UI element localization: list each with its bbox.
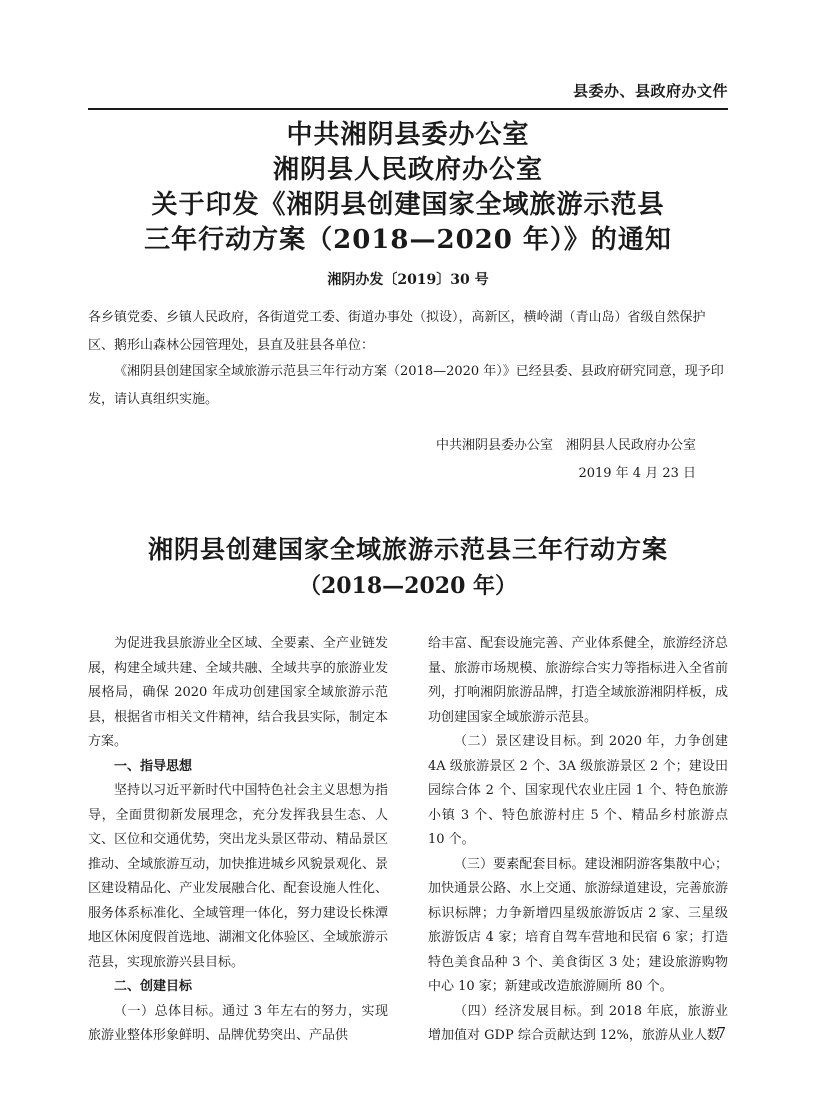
- goal-paragraph: （四）经济发展目标。到 2018 年底，旅游业增加值对 GDP 综合贡献达到 12%，旅游从业人数: [428, 1003, 728, 1043]
- intro-paragraph: 为促进我县旅游业全区域、全要素、全产业链发展，构建全域共建、全域共融、全域共享的旅游业发展格局，确保 2020 年成功创建国家全域旅游示范县，根据省市相关文件精神，结合我县实际，制定本方案。: [88, 636, 388, 749]
- notice-title-line: 中共湘阴县委办公室: [286, 120, 530, 150]
- document-category-label: 县委办、县政府办文件: [572, 82, 728, 100]
- goal-paragraph: （三）要素配套目标。建设湘阴游客集散中心；加快通景公路、水上交通、旅游绿道建设，完善旅游标识标牌；力争新增四星级旅游饭店 2 家、三星级旅游饭店 4 家；培育自驾车营地和民宿 6 家；打造特色美食品种 3 个、美食街区 3 处；建设旅游购物中心 10 家；新建或改造旅游厕所 80 个。: [428, 856, 728, 994]
- plan-title-main: 湘阴县创建国家全域旅游示范县三年行动方案: [147, 535, 668, 564]
- goal-paragraph: （一）总体目标。通过 3 年左右的努力，实现旅游业整体形象鲜明、品牌优势突出、产品供: [88, 1003, 388, 1043]
- plan-title-years: （2018—2020 年）: [298, 573, 518, 599]
- document-number: 湘阴办发〔2019〕30 号: [327, 272, 489, 288]
- header-divider: [88, 108, 728, 110]
- notice-title-line: 关于印发《湘阴县创建国家全域旅游示范县: [151, 190, 665, 220]
- goal-paragraph: （二）景区建设目标。到 2020 年，力争创建 4A 级旅游景区 2 个、3A 级旅游景区 2 个；建设田园综合体 2 个、国家现代农业庄园 1 个、特色旅游小镇 3 个、特色旅游村庄 5 个、精品乡村旅游点 10 个。: [428, 734, 728, 847]
- notice-recipients: 各乡镇党委、乡镇人民政府，各街道党工委、街道办事处（拟设），高新区，横岭湖（青山岛）省级自然保护区、鹅形山森林公园管理处，县直及驻县各单位：: [88, 310, 706, 353]
- notice-signature: [436, 432, 696, 488]
- goal-paragraph: 给丰富、配套设施完善、产业体系健全，旅游经济总量、旅游市场规模、旅游综合实力等指标进入全省前列，打响湘阴旅游品牌，打造全域旅游湘阴样板，成功创建国家全域旅游示范县。: [428, 636, 728, 725]
- notice-title-line: 三年行动方案（2018—2020 年）》的通知: [144, 225, 672, 255]
- notice-title: [88, 118, 728, 258]
- page-number: 7: [716, 1024, 726, 1042]
- right-column: [428, 632, 728, 1049]
- plan-title: [88, 532, 728, 604]
- section-heading: 一、指导思想: [114, 758, 193, 774]
- guiding-paragraph: 坚持以习近平新时代中国特色社会主义思想为指导，全面贯彻新发展理念，充分发挥我县生态、人文、区位和交通优势，突出龙头景区带动、精品景区推动、全域旅游互动，加快推进城乡风貌景观化、景区建设精品化、产业发展融合化、配套设施人性化、服务体系标准化、全域管理一体化，努力建设长株潭地区休闲度假首选地、湖湘文化体验区、全域旅游示范县，实现旅游兴县目标。: [88, 783, 388, 970]
- notice-title-line: 湘阴县人民政府办公室: [272, 155, 543, 185]
- signature-orgs: 中共湘阴县委办公室 湘阴县人民政府办公室: [435, 438, 696, 453]
- section-heading: 二、创建目标: [114, 979, 193, 994]
- notice-body: 《湘阴县创建国家全域旅游示范县三年行动方案（2018—2020 年）》已经县委、县政府研究同意，现予印发，请认真组织实施。: [88, 364, 724, 407]
- signature-date: 2019 年 4 月 23 日: [578, 466, 696, 481]
- left-column: [88, 632, 388, 1049]
